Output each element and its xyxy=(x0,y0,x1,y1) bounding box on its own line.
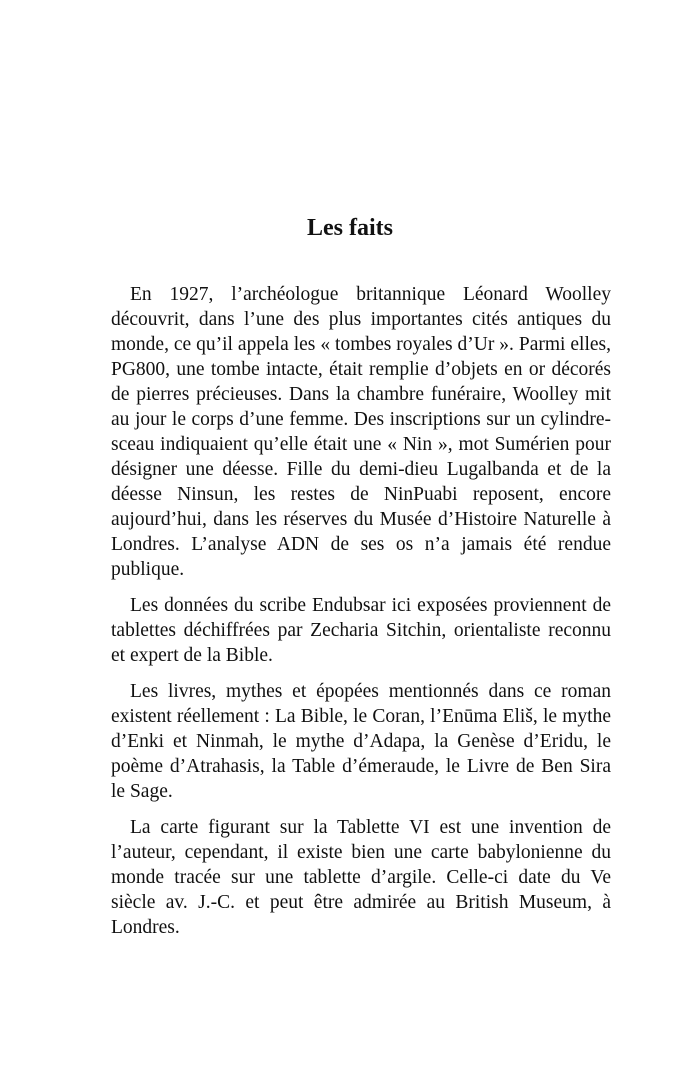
paragraph-1: En 1927, l’archéologue britannique Léonard Woolley découvrit, dans l’une des plus importantes cités antiques du monde, ce qu’il appela les « tombes royales d’Ur ». Parmi elles, PG800, une tombe intacte, était remplie d’objets en or décorés de pierres précieuses. Dans la chambre funéraire, Woolley mit au jour le corps d’une femme. Des inscriptions sur un cylindre-sceau indiquaient qu’elle était une « Nin », mot Sumérien pour désigner une déesse. Fille du demi-dieu Lugalbanda et de la déesse Ninsun, les restes de NinPuabi reposent, encore aujourd’hui, dans les réserves du Musée d’Histoire Naturelle à Londres. L’analyse ADN de ses os n’a jamais été rendue publique. xyxy=(111,284,611,580)
paragraph-2: Les données du scribe Endubsar ici exposées proviennent de tablettes déchiffrées par Zecharia Sitchin, orientaliste reconnu et expert de la Bible. xyxy=(111,595,611,666)
paragraph-3: Les livres, mythes et épopées mentionnés dans ce roman existent réellement : La Bible, le Coran, l’Enūma Eliš, le mythe d’Enki et Ninmah, le mythe d’Adapa, la Genèse d’Eridu, le poème d’Atrahasis, la Table d’émeraude, le Livre de Ben Sira le Sage. xyxy=(111,681,611,802)
paragraph-4: La carte figurant sur la Tablette VI est une invention de l’auteur, cependant, il existe bien une carte babylonienne du monde tracée sur une tablette d’argile. Celle-ci date du Ve siècle av. J.-C. et peut être admirée au British Museum, à Londres. xyxy=(111,817,611,938)
chapter-title: Les faits xyxy=(307,215,393,241)
body-text xyxy=(111,282,611,951)
